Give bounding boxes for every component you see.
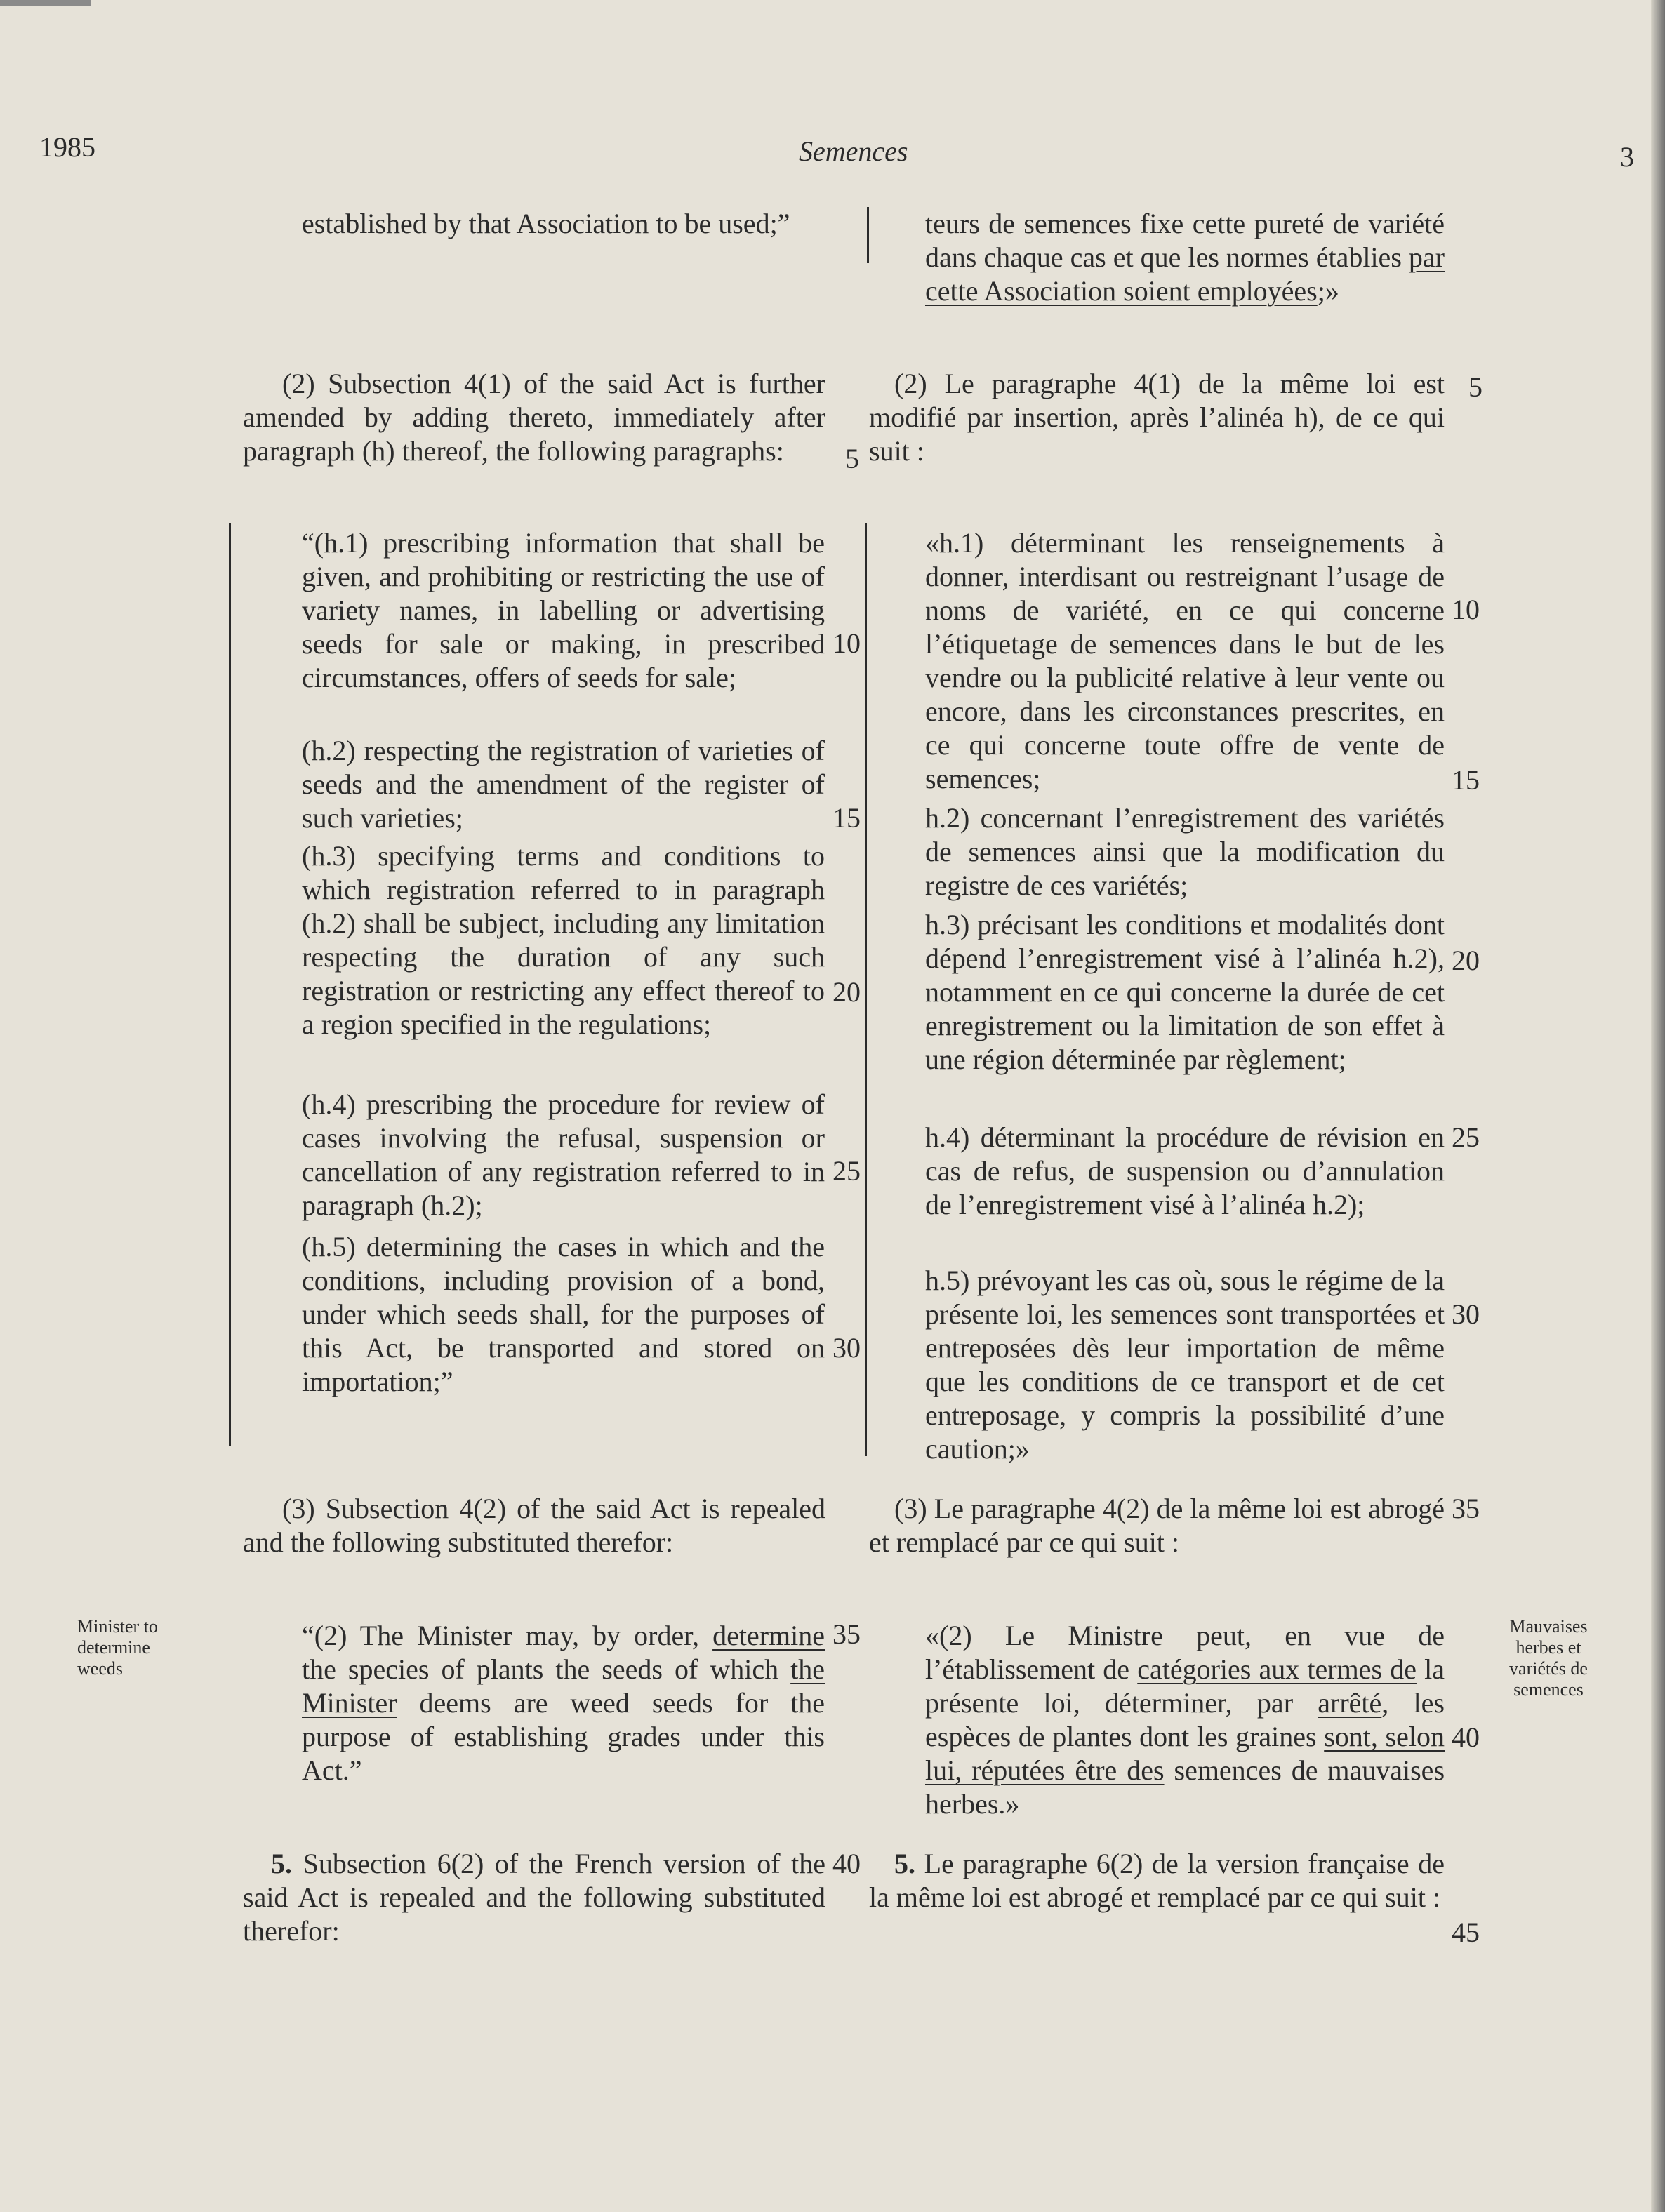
- en-p4-text: the species of plants the seeds of which: [302, 1653, 791, 1685]
- french-column: [925, 1121, 1445, 1222]
- en-h3: (h.3) specifying terms and conditions to which registration referred to in paragraph (h.2) shall be subject, including any limitation respecting the duration of any such registration or restricting any effect thereof to a region specified in the regulations;: [302, 840, 825, 1040]
- english-column: [243, 1492, 825, 1559]
- french-column: [925, 1264, 1445, 1466]
- fr-p1-underlined: par cette Association soient employées: [925, 241, 1445, 307]
- en-p4-underlined: the Minister: [302, 1653, 825, 1719]
- margin-note-fr: Mauvaises herbes et variétés de semences: [1509, 1616, 1588, 1700]
- french-column: [869, 1847, 1445, 1914]
- header-title: Semences: [799, 135, 908, 167]
- english-column: [302, 1088, 825, 1222]
- english-column: [243, 1847, 825, 1948]
- fr-p4-underlined: catégories aux termes de: [1137, 1653, 1417, 1685]
- french-column: [925, 207, 1445, 308]
- fr-p4-text: , les espèces de plantes dont les graines: [925, 1687, 1445, 1752]
- line-number: 20: [1452, 945, 1480, 976]
- line-number: 40: [1452, 1721, 1480, 1753]
- section-number: 5.: [894, 1848, 915, 1879]
- page-edge-shadow: [1651, 0, 1665, 2212]
- section-number: 5.: [271, 1848, 292, 1879]
- line-number: 30: [1452, 1298, 1480, 1330]
- fr-paragraph-3: (3) Le paragraphe 4(2) de la même loi est abrogé et remplacé par ce qui suit :: [869, 1493, 1445, 1558]
- fr-h1: «h.1) déterminant les renseignements à donner, interdisant ou restreignant l’usage de noms de variété, en ce qui concerne l’étiquetage de semences dans le but de les vendre ou la publicité relative à leur vente ou encore, dans les circonstances prescrites, en ce qui concerne toute offre de vente de semences;: [925, 527, 1445, 794]
- line-number: 25: [1452, 1121, 1480, 1153]
- fr-p1-text: teurs de semences fixe cette pureté de variété dans chaque cas et que les normes établies: [925, 208, 1445, 273]
- en-p4-text: “(2) The Minister may, by order,: [302, 1620, 713, 1651]
- english-column: [302, 526, 825, 695]
- line-number: 30: [832, 1332, 861, 1364]
- line-number: 35: [832, 1618, 861, 1650]
- fr-p4-text: la présente loi, déterminer, par: [925, 1653, 1445, 1719]
- fr-p4-text: «(2) Le Ministre peut, en vue de l’établissement de: [925, 1620, 1445, 1685]
- fr-paragraph-1: [925, 207, 1445, 308]
- en-h4: (h.4) prescribing the procedure for review of cases involving the refusal, suspension or cancellation of any registration referred to in paragraph (h.2);: [302, 1088, 825, 1221]
- line-number: 40: [832, 1848, 861, 1879]
- line-number: 5: [845, 443, 859, 474]
- line-number: 10: [1452, 594, 1480, 625]
- english-column: [243, 367, 825, 468]
- english-column: [302, 1230, 825, 1399]
- french-column: [925, 1619, 1445, 1821]
- line-number: 45: [1452, 1917, 1480, 1948]
- amendment-bar: [865, 523, 867, 1456]
- line-number: 20: [832, 976, 861, 1008]
- line-number: 10: [832, 627, 861, 659]
- french-column: [925, 801, 1445, 902]
- fr-h2: h.2) concernant l’enregistrement des variétés de semences ainsi que la modification du registre de ces variétés;: [925, 802, 1445, 901]
- line-number: 15: [832, 802, 861, 834]
- header-page-number: 3: [1620, 141, 1634, 173]
- en-paragraph-5: [243, 1847, 825, 1948]
- fr-h5: h.5) prévoyant les cas où, sous le régime de la présente loi, les semences sont transportées et entreposées dès leur importation de même que les conditions de ce transport et de cet entreposage, y compris la possibilité d’une caution;»: [925, 1265, 1445, 1465]
- fr-p4-underlined: arrêté: [1318, 1687, 1382, 1719]
- line-number: 25: [832, 1155, 861, 1187]
- english-column: [302, 734, 825, 835]
- fr-paragraph-2: (2) Le paragraphe 4(1) de la même loi est modifié par insertion, après l’alinéa h), de ce qui suit :: [869, 368, 1445, 467]
- line-number: 5: [1468, 371, 1482, 403]
- amendment-bar: [229, 523, 231, 1446]
- en-paragraph-3: (3) Subsection 4(2) of the said Act is repealed and the following substituted therefor:: [243, 1493, 825, 1558]
- en-h1: “(h.1) prescribing information that shall be given, and prohibiting or restricting the use of variety names, in labelling or advertising seeds for sale or making, in prescribed circumstances, offers of seeds for sale;: [302, 527, 825, 693]
- en-paragraph-1: established by that Association to be used;”: [302, 208, 790, 239]
- fr-paragraph-5: [869, 1847, 1445, 1914]
- line-number: 35: [1452, 1493, 1480, 1524]
- fr-paragraph-4: [925, 1619, 1445, 1821]
- en-p5-text: Subsection 6(2) of the French version of the said Act is repealed and the following substituted therefor:: [243, 1848, 825, 1947]
- english-column: [302, 1619, 825, 1787]
- fr-p1-text: ;»: [1317, 275, 1339, 307]
- bleed-through-text: [870, 463, 1643, 497]
- french-column: [925, 908, 1445, 1077]
- french-column: [869, 367, 1445, 468]
- en-h5: (h.5) determining the cases in which and the conditions, including provision of a bond, under which seeds shall, for the purposes of this Act, be transported and stored on importation;”: [302, 1231, 825, 1397]
- fr-h4: h.4) déterminant la procédure de révision en cas de refus, de suspension ou d’annulation de l’enregistrement visé à l’alinéa h.2);: [925, 1121, 1445, 1220]
- en-paragraph-4: [302, 1619, 825, 1787]
- en-paragraph-2: (2) Subsection 4(1) of the said Act is further amended by adding thereto, immediately after paragraph (h) thereof, the following paragraphs:: [243, 368, 825, 467]
- en-h2: (h.2) respecting the registration of varieties of seeds and the amendment of the register of such varieties;: [302, 735, 825, 834]
- header-year: 1985: [39, 131, 95, 163]
- fr-p4-text: semences de mauvaises herbes.»: [925, 1754, 1445, 1820]
- french-column: [869, 1492, 1445, 1559]
- fr-p4-underlined: sont, selon lui, réputées être des: [925, 1721, 1445, 1786]
- line-number: 15: [1452, 764, 1480, 796]
- en-p4-text: deems are weed seeds for the purpose of establishing grades under this Act.”: [302, 1687, 825, 1786]
- english-column: [302, 207, 825, 241]
- scan-edge-mark: [0, 0, 91, 6]
- margin-note-en: Minister to determine weeds: [77, 1616, 158, 1679]
- fr-h3: h.3) précisant les conditions et modalités dont dépend l’enregistrement visé à l’alinéa h.2), notamment en ce qui concerne la durée de cet enregistrement ou la limitation de son effet à une région déterminée par règlement;: [925, 909, 1445, 1075]
- amendment-bar: [867, 207, 869, 263]
- french-column: [925, 526, 1445, 796]
- en-p4-underlined: determine: [712, 1620, 825, 1651]
- fr-p5-text: Le paragraphe 6(2) de la version française de la même loi est abrogé et remplacé par ce qui suit :: [869, 1848, 1445, 1913]
- english-column: [302, 839, 825, 1041]
